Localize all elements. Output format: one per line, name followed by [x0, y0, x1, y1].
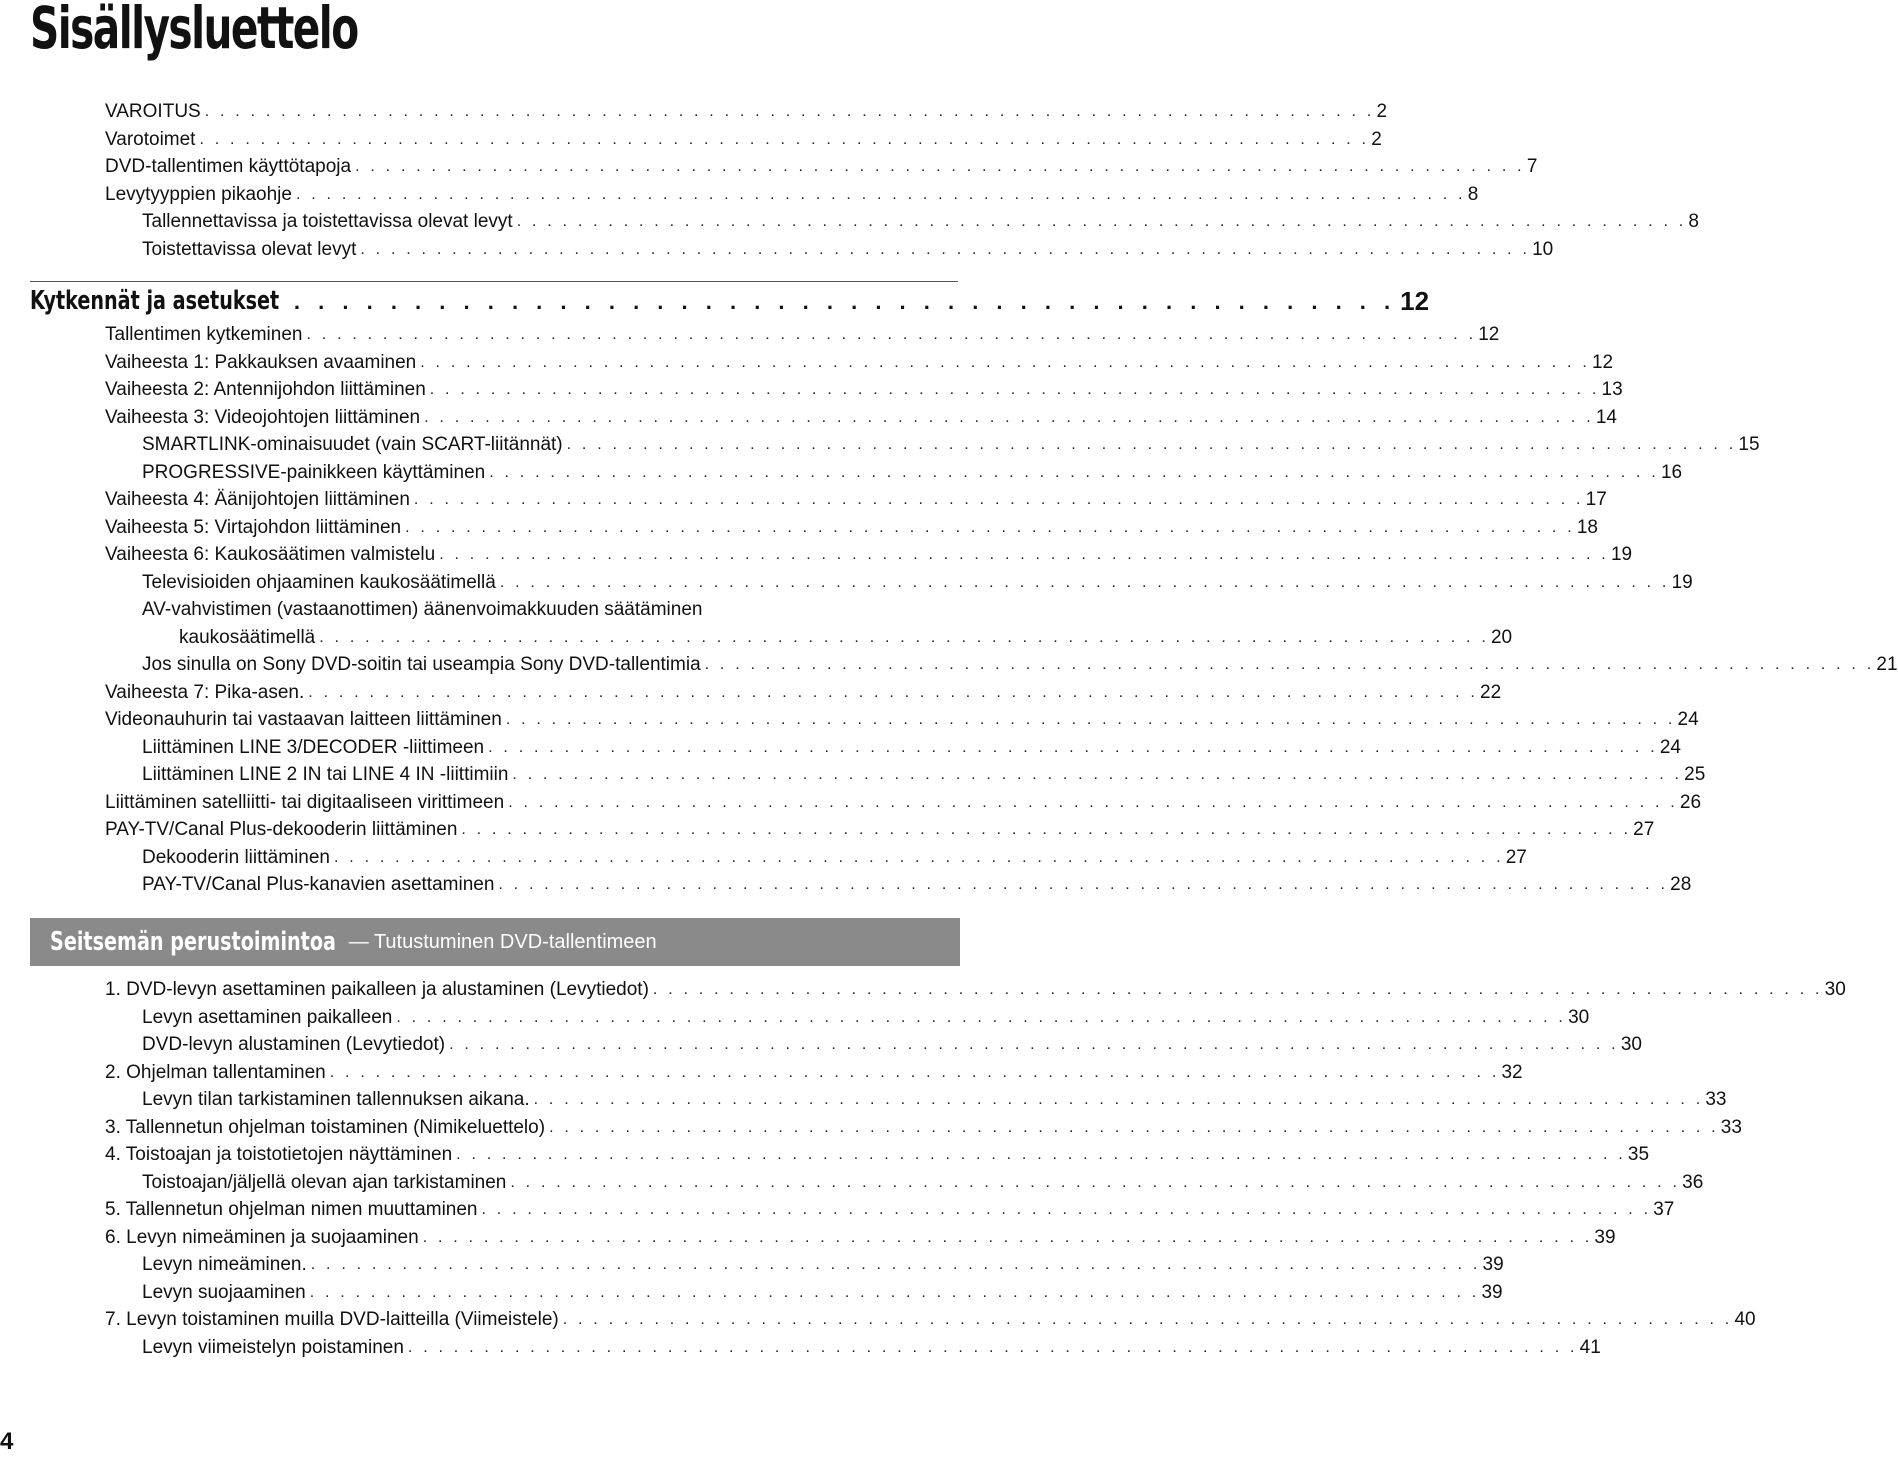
toc-entry-page: 7 — [1526, 156, 1538, 177]
toc-entry[interactable] — [142, 841, 1527, 869]
page-number: 4 — [0, 1428, 14, 1455]
toc-entry-page: 2 — [1371, 128, 1382, 150]
toc-entry[interactable] — [105, 1111, 1742, 1139]
dot-leader: . . . . . . . . . . . . . . . . . . . . . . . . . . . . . . . . . . . . . . . . . . . . . . . . . . . . . . . . . . . . . . . . . . . . . . . . . . . . . — [204, 103, 1375, 120]
toc-entry[interactable] — [105, 703, 1699, 731]
toc-entry-page: 27 — [1633, 819, 1655, 840]
dot-leader: . . . . . . . . . . . . . . . . . . . . . . . . . . . . . . . . . . . . . . . . . . . . . . . . . . . . . . . . . . . . . . . . . . . . . . . . . . . . . — [407, 1338, 1578, 1356]
dot-leader: . . . . . . . . . . . . . . . . . . . . . . . . . . . . . . . . . . . . . . . . . . . . . . . . . . . . . . . . . . . . . . . . . . . . . . . . . . . . . — [449, 1036, 1619, 1053]
toc-entry-label: Liittäminen LINE 3/DECODER -liittimeen — [142, 736, 485, 758]
dot-leader: . . . . . . . . . . . . . . . . . . . . . . . . . . . . . . . . . . . . . . . . . . . . . . . . . . . . . . . . . . . . . . . . . . . . . . . . . . . . . — [456, 1146, 1626, 1163]
dot-leader: . . . . . . . . . . . . . . . . . . . . . . . . . . . . . . . . . . . . . . . . . . . . . . . . . . . . . . . . . . . . . . . . . . . . . . . . . . . . . — [355, 158, 1525, 175]
toc-entry-label: DVD-levyn alustaminen (Levytiedot) — [142, 1034, 446, 1055]
toc-entry[interactable] — [142, 648, 1898, 676]
toc-entry[interactable] — [105, 123, 1382, 151]
toc-entry-page: 32 — [1501, 1061, 1523, 1083]
toc-entry[interactable] — [105, 373, 1623, 401]
toc-entry-label: kaukosäätimellä — [179, 626, 316, 648]
toc-entry-page: 2 — [1376, 101, 1388, 122]
toc-entry-page: 30 — [1824, 979, 1846, 1000]
toc-entry[interactable] — [105, 538, 1633, 566]
toc-entry-page: 24 — [1677, 709, 1699, 730]
dot-leader: . . . . . . . . . . . . . . . . . . . . . . . . . . . . . . . . . . . . . . . . . . . . . . . . . . . . . . . . . . . . . . . . . . . . . . . . . . . . . — [512, 766, 1683, 783]
toc-entry-page: 16 — [1660, 461, 1683, 483]
toc-entry-label: Levytyyppien pikaohje — [105, 183, 292, 205]
toc-entry-page: 27 — [1505, 846, 1527, 868]
toc-entry-label: Levyn suojaaminen — [142, 1281, 306, 1303]
toc-entry-page: 30 — [1568, 1006, 1590, 1028]
section-banner-title: Seitsemän perustoimintoa — [50, 927, 336, 957]
toc-entry-label: 4. Toistoajan ja toistotietojen näyttäminen — [105, 1144, 453, 1165]
toc-entry[interactable] — [142, 1028, 1642, 1056]
dot-leader: . . . . . . . . . . . . . . . . . . . . . . . . . . . . . . . . . . . . . . . . . . . . . . . . . . . . . . . . . . . . . . . . . . . . . . . . . . . . . — [199, 130, 1370, 148]
toc-entry-label: Vaiheesta 2: Antennijohdon liittäminen — [105, 379, 426, 400]
toc-entry-label: 1. DVD-levyn asettaminen paikalleen ja alustaminen (Levytiedot) — [105, 979, 649, 1000]
toc-entry-label: Levyn asettaminen paikalleen — [142, 1006, 393, 1028]
toc-entry[interactable] — [105, 178, 1479, 206]
dot-leader: . . . . . . . . . . . . . . . . . . . . . . . . . . . . . . . . . . . . . . . . . . . . . . . . . . . . . . . . . . . . . . . . . . . . . . . . . . . . . — [413, 491, 1584, 508]
toc-entry[interactable] — [105, 401, 1617, 429]
toc-entry-label: Vaiheesta 7: Pika-asen. — [105, 681, 305, 703]
toc-entry-label: AV-vahvistimen (vastaanottimen) äänenvoimakkuuden säätäminen — [142, 599, 703, 620]
toc-entry-page: 24 — [1659, 736, 1681, 758]
toc-entry-label: PROGRESSIVE-painikkeen käyttäminen — [142, 461, 486, 483]
dot-leader: . . . . . . . . . . . . . . . . . . . . . . . . . . . . . . . . . . . . . . . . . . . . . . . . . . . . . . . . . . . . . . . . . . . . . . . . . . . . . — [481, 1201, 1652, 1218]
dot-leader: . . . . . . . . . . . . . . . . . . . . . . . . . . . . . . . . . . . . . . . . . . . . . . . . . . . . . . . . . . . . . . . . . . . . . . . . . . . . . — [516, 213, 1687, 230]
dot-leader: . . . . . . . . . . . . . . . . . . . . . . . . . . . . . . . . . . . . . . . . . . . . . . . . . . . . . . . . . . . . . . . . . . . . . . . . . . . . . — [488, 738, 1658, 756]
toc-entry-label: 6. Levyn nimeäminen ja suojaaminen — [105, 1226, 419, 1248]
toc-entry-page: 39 — [1481, 1281, 1503, 1303]
toc-entry-label: Dekooderin liittäminen — [142, 846, 330, 868]
dot-leader: . . . . . . . . . . . . . . . . . . . . . . . . . . . . . . . . . . . . . . . . . . . . . . . . . . . . . . . . . . . . . . . . . . . . . . . . . . . . . — [310, 1256, 1481, 1273]
toc-entry[interactable] — [105, 813, 1655, 841]
toc-entry[interactable] — [105, 483, 1607, 511]
toc-entry-label: Videonauhurin tai vastaavan laitteen liittäminen — [105, 709, 502, 730]
toc-entry[interactable] — [142, 1276, 1503, 1304]
toc-entry[interactable] — [105, 786, 1702, 814]
section-heading[interactable] — [30, 281, 1430, 316]
toc-entry[interactable] — [105, 1303, 1756, 1331]
dot-leader: . . . . . . . . . . . . . . . . . . . . . . . . . . . . . . . . . . . . . . . . . . . . . . . . . . . . . . . . . . . . . . . . . . . . . . . . . . . . . — [508, 793, 1678, 811]
toc-entry-page: 28 — [1670, 874, 1692, 895]
toc-entry[interactable] — [142, 428, 1760, 456]
toc-entry-label: DVD-tallentimen käyttötapoja — [105, 156, 352, 177]
toc-entry-page: 36 — [1682, 1171, 1704, 1193]
toc-entry-label: Vaiheesta 3: Videojohtojen liittäminen — [105, 406, 421, 428]
toc-entry-label: Vaiheesta 6: Kaukosäätimen valmistelu — [105, 544, 436, 565]
toc-entry[interactable] — [105, 150, 1538, 178]
toc-entry[interactable] — [142, 593, 958, 621]
toc-entry-page: 21 — [1876, 654, 1898, 675]
toc-entry[interactable] — [105, 676, 1502, 704]
toc-entry-label: Toistettavissa olevat levyt — [142, 238, 357, 260]
toc-entry-label: 3. Tallennetun ohjelman toistaminen (Nimikeluettelo) — [105, 1116, 546, 1138]
toc-entry-page: 33 — [1720, 1116, 1742, 1138]
section-banner-subtitle: — Tutustuminen DVD-tallentimeen — [348, 930, 657, 953]
toc-entry-page: 33 — [1705, 1089, 1727, 1110]
toc-entry-page: 39 — [1482, 1254, 1504, 1275]
toc-entry-page: 41 — [1579, 1336, 1601, 1358]
toc-entry-page: 40 — [1734, 1309, 1756, 1330]
toc-entry[interactable] — [105, 511, 1598, 539]
toc-entry[interactable] — [105, 95, 1388, 123]
toc-entry-page: 10 — [1532, 238, 1554, 260]
dot-leader: . . . . . . . . . . . . . . . . . . . . . . . . . . . . . . . . . . . . . . . . . . . . . . . . . . . . . . . . . . . . . . . . . . . . . . . . . . . . . — [309, 1283, 1480, 1301]
toc-entry-label: 5. Tallennetun ohjelman nimen muuttaminen — [105, 1199, 478, 1220]
toc-entry[interactable] — [142, 868, 1692, 896]
toc-entry-label: PAY-TV/Canal Plus-kanavien asettaminen — [142, 874, 495, 895]
toc-entry-label: Levyn nimeäminen. — [142, 1254, 307, 1275]
toc-entry[interactable] — [105, 346, 1614, 374]
toc-entry-label: 2. Ohjelman tallentaminen — [105, 1061, 326, 1083]
toc-entry-label: Tallennettavissa ja toistettavissa olevat levyt — [142, 211, 513, 232]
toc-entry-label: Levyn viimeistelyn poistaminen — [142, 1336, 404, 1358]
toc-entry-label: Televisioiden ohjaaminen kaukosäätimellä — [142, 571, 496, 593]
toc-entry[interactable] — [105, 1056, 1523, 1084]
toc-entry-page: 22 — [1480, 681, 1502, 703]
toc-entry[interactable] — [142, 731, 1681, 759]
toc-entry-page: 12 — [1591, 351, 1614, 373]
dot-leader: . . . . . . . . . . . . . . . . . . . . . . . . . . . . . . . . . . . . . . . . . . . . . . . . . . . . . . . . . . . . . . . . . . . . . . . . . . . . . — [396, 1008, 1567, 1026]
toc-entry[interactable] — [142, 1001, 1590, 1029]
page-title: Sisällysluettelo — [30, 0, 358, 62]
toc-entry[interactable] — [179, 621, 1513, 649]
section-banner — [30, 918, 960, 966]
toc-entry[interactable] — [142, 1083, 1727, 1111]
dot-leader: . . . . . . . . . . . . . . . . . . . . . . . . . . . . . . . . . . . . . . . . . . . . . . . . . . . . . . . . . . . . . . . . . . . . . . . . . . . . . — [439, 546, 1609, 563]
section-heading-page: 12 — [1400, 286, 1430, 316]
toc-entry-page: 8 — [1688, 211, 1699, 232]
toc-entry-label: Jos sinulla on Sony DVD-soitin tai useampia Sony DVD-tallentimia — [142, 654, 701, 675]
toc-entry[interactable] — [105, 1221, 1616, 1249]
toc-entry-label: VAROITUS — [105, 101, 201, 122]
toc-entry-page: 15 — [1738, 434, 1760, 455]
toc-entry-page: 19 — [1610, 544, 1633, 565]
dot-leader: . . . . . . . . . . . . . . . . . . . . . . . . . . . . . . . . . . . . . . . . . . . . . . . . . . . . . . . . . . . . . . . . . . . . . . . . . . . . . — [334, 848, 1504, 866]
toc-entry-page: 25 — [1684, 764, 1706, 785]
toc-entry-page: 17 — [1585, 489, 1607, 510]
toc-entry[interactable] — [142, 758, 1706, 786]
toc-entry-page: 37 — [1653, 1199, 1675, 1220]
dot-leader: . . . . . . . . . . . . . . . . . . . . . . . . . . . . . . . . . . . . . . . . . . . . . . — [293, 289, 1397, 314]
dot-leader: . . . . . . . . . . . . . . . . . . . . . . . . . . . . . . . . . . . . . . . . . . . . . . . . . . . . . . . . . . . . . . . . . . . . . . . . . . . . . — [306, 326, 1477, 343]
dot-leader: . . . . . . . . . . . . . . . . . . . . . . . . . . . . . . . . . . . . . . . . . . . . . . . . . . . . . . . . . . . . . . . . . . . . . . . . . . . . . — [295, 185, 1466, 203]
toc-entry-label: Liittäminen LINE 2 IN tai LINE 4 IN -liittimiin — [142, 764, 509, 785]
dot-leader: . . . . . . . . . . . . . . . . . . . . . . . . . . . . . . . . . . . . . . . . . . . . . . . . . . . . . . . . . . . . . . . . . . . . . . . . . . . . . — [489, 463, 1659, 481]
toc-entry[interactable] — [105, 318, 1500, 346]
toc-entry-page: 14 — [1595, 406, 1617, 428]
toc-entry-label: SMARTLINK-ominaisuudet (vain SCART-liitännät) — [142, 434, 563, 455]
toc-entry-label: Toistoajan/jäljellä olevan ajan tarkistaminen — [142, 1171, 507, 1193]
dot-leader: . . . . . . . . . . . . . . . . . . . . . . . . . . . . . . . . . . . . . . . . . . . . . . . . . . . . . . . . . . . . . . . . . . . . . . . . . . . . . — [405, 518, 1575, 536]
toc-entry[interactable] — [142, 1248, 1504, 1276]
toc-entry[interactable] — [142, 1166, 1704, 1194]
dot-leader: . . . . . . . . . . . . . . . . . . . . . . . . . . . . . . . . . . . . . . . . . . . . . . . . . . . . . . . . . . . . . . . . . . . . . . . . . . . . . — [549, 1118, 1719, 1136]
dot-leader: . . . . . . . . . . . . . . . . . . . . . . . . . . . . . . . . . . . . . . . . . . . . . . . . . . . . . . . . . . . . . . . . . . . . . . . . . . . . . — [461, 821, 1632, 838]
toc-entry-label: 7. Levyn toistaminen muilla DVD-laitteilla (Viimeistele) — [105, 1309, 559, 1330]
toc-entry[interactable] — [142, 233, 1554, 261]
toc-entry[interactable] — [105, 973, 1846, 1001]
toc-entry-label: Liittäminen satelliitti- tai digitaaliseen virittimeen — [105, 791, 505, 813]
dot-leader: . . . . . . . . . . . . . . . . . . . . . . . . . . . . . . . . . . . . . . . . . . . . . . . . . . . . . . . . . . . . . . . . . . . . . . . . . . . . . — [308, 683, 1479, 701]
dot-leader: . . . . . . . . . . . . . . . . . . . . . . . . . . . . . . . . . . . . . . . . . . . . . . . . . . . . . . . . . . . . . . . . . . . . . . . . . . . . . — [566, 436, 1737, 453]
dot-leader: . . . . . . . . . . . . . . . . . . . . . . . . . . . . . . . . . . . . . . . . . . . . . . . . . . . . . . . . . . . . . . . . . . . . . . . . . . . . . — [704, 656, 1875, 673]
toc-entry-page: 39 — [1594, 1226, 1616, 1248]
dot-leader: . . . . . . . . . . . . . . . . . . . . . . . . . . . . . . . . . . . . . . . . . . . . . . . . . . . . . . . . . . . . . . . . . . . . . . . . . . . . . — [329, 1063, 1500, 1081]
dot-leader: . . . . . . . . . . . . . . . . . . . . . . . . . . . . . . . . . . . . . . . . . . . . . . . . . . . . . . . . . . . . . . . . . . . . . . . . . . . . . — [498, 876, 1669, 893]
toc-entry-label: Vaiheesta 5: Virtajohdon liittäminen — [105, 516, 402, 538]
toc-entry-page: 19 — [1671, 571, 1693, 593]
toc-entry[interactable] — [142, 456, 1683, 484]
dot-leader: . . . . . . . . . . . . . . . . . . . . . . . . . . . . . . . . . . . . . . . . . . . . . . . . . . . . . . . . . . . . . . . . . . . . . . . . . . . . . — [319, 628, 1489, 646]
toc-entry-page: 12 — [1478, 324, 1500, 345]
toc-entry-label: Tallentimen kytkeminen — [105, 324, 303, 345]
toc-entry[interactable] — [105, 1193, 1675, 1221]
toc-entry-page: 26 — [1679, 791, 1702, 813]
toc-entry[interactable] — [105, 1138, 1650, 1166]
dot-leader: . . . . . . . . . . . . . . . . . . . . . . . . . . . . . . . . . . . . . . . . . . . . . . . . . . . . . . . . . . . . . . . . . . . . . . . . . . . . . — [360, 240, 1531, 258]
toc-entry-page: 30 — [1620, 1034, 1642, 1055]
dot-leader: . . . . . . . . . . . . . . . . . . . . . . . . . . . . . . . . . . . . . . . . . . . . . . . . . . . . . . . . . . . . . . . . . . . . . . . . . . . . . — [429, 381, 1600, 398]
dot-leader: . . . . . . . . . . . . . . . . . . . . . . . . . . . . . . . . . . . . . . . . . . . . . . . . . . . . . . . . . . . . . . . . . . . . . . . . . . . . . — [422, 1228, 1593, 1246]
section-heading-label: Kytkennät ja asetukset — [30, 286, 280, 316]
toc-entry-label: PAY-TV/Canal Plus-dekooderin liittäminen — [105, 819, 458, 840]
dot-leader: . . . . . . . . . . . . . . . . . . . . . . . . . . . . . . . . . . . . . . . . . . . . . . . . . . . . . . . . . . . . . . . . . . . . . . . . . . . . . — [652, 981, 1823, 998]
toc-entry[interactable] — [142, 1331, 1601, 1359]
dot-leader: . . . . . . . . . . . . . . . . . . . . . . . . . . . . . . . . . . . . . . . . . . . . . . . . . . . . . . . . . . . . . . . . . . . . . . . . . . . . . — [424, 408, 1594, 426]
toc-entry-page: 18 — [1576, 516, 1598, 538]
dot-leader: . . . . . . . . . . . . . . . . . . . . . . . . . . . . . . . . . . . . . . . . . . . . . . . . . . . . . . . . . . . . . . . . . . . . . . . . . . . . . — [510, 1173, 1681, 1191]
toc-entry[interactable] — [142, 205, 1699, 233]
dot-leader: . . . . . . . . . . . . . . . . . . . . . . . . . . . . . . . . . . . . . . . . . . . . . . . . . . . . . . . . . . . . . . . . . . . . . . . . . . . . . — [562, 1311, 1733, 1328]
toc-entry-label: Vaiheesta 1: Pakkauksen avaaminen — [105, 351, 417, 373]
toc-entry-page: 8 — [1467, 183, 1479, 205]
dot-leader: . . . . . . . . . . . . . . . . . . . . . . . . . . . . . . . . . . . . . . . . . . . . . . . . . . . . . . . . . . . . . . . . . . . . . . . . . . . . . — [420, 353, 1590, 371]
toc-entry-page: 35 — [1627, 1144, 1650, 1165]
toc-entry-page: 20 — [1490, 626, 1513, 648]
toc-entry-label: Varotoimet — [105, 128, 196, 150]
toc-entry[interactable] — [142, 566, 1693, 594]
dot-leader: . . . . . . . . . . . . . . . . . . . . . . . . . . . . . . . . . . . . . . . . . . . . . . . . . . . . . . . . . . . . . . . . . . . . . . . . . . . . . — [533, 1091, 1704, 1108]
dot-leader: . . . . . . . . . . . . . . . . . . . . . . . . . . . . . . . . . . . . . . . . . . . . . . . . . . . . . . . . . . . . . . . . . . . . . . . . . . . . . — [505, 711, 1676, 728]
toc-entry-page: 13 — [1601, 379, 1623, 400]
toc-entry-label: Levyn tilan tarkistaminen tallennuksen aikana. — [142, 1089, 530, 1110]
toc-entry-label: Vaiheesta 4: Äänijohtojen liittäminen — [105, 489, 410, 510]
dot-leader: . . . . . . . . . . . . . . . . . . . . . . . . . . . . . . . . . . . . . . . . . . . . . . . . . . . . . . . . . . . . . . . . . . . . . . . . . . . . . — [499, 573, 1670, 591]
